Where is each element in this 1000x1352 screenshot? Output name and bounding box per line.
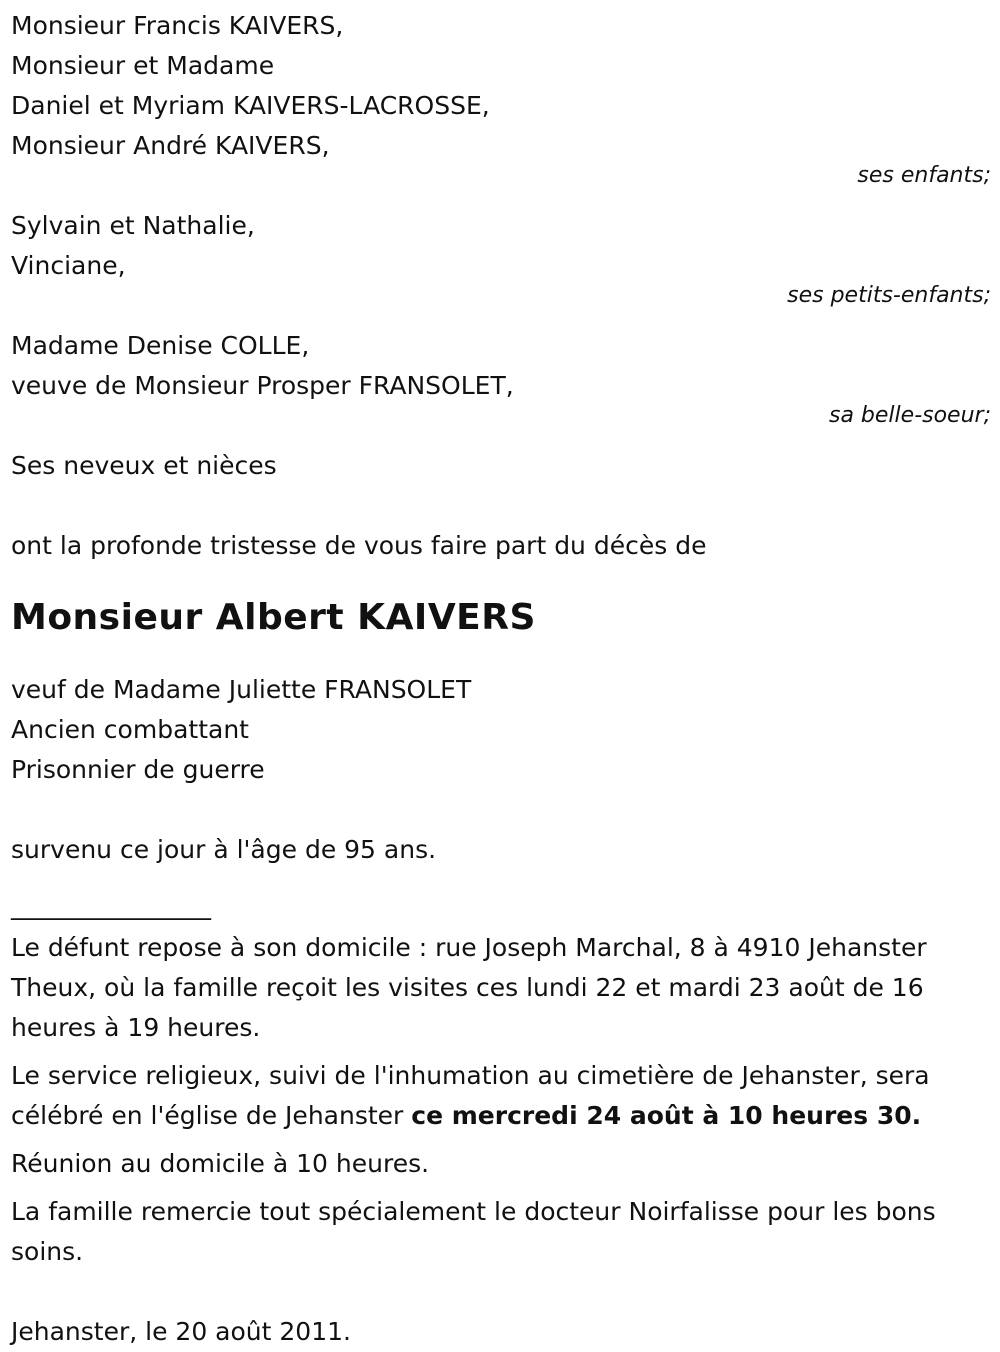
relation-label: ses enfants; [857,163,991,188]
deceased-details [11,670,991,790]
sister-in-law-group [11,326,991,428]
detail-line: Prisonnier de guerre [11,755,265,784]
family-line: Monsieur André KAIVERS, [11,131,330,160]
grandchildren-group [11,206,991,308]
family-line: Monsieur et Madame [11,51,275,80]
family-line: Monsieur Francis KAIVERS, [11,11,344,40]
children-group [11,6,991,188]
family-line: Madame Denise COLLE, [11,331,310,360]
service-paragraph [11,1056,996,1136]
obituary-notice [11,6,991,1352]
separator-line: ________________ [11,891,211,920]
place-date: Jehanster, le 20 août 2011. [11,1317,351,1346]
relation-label: ses petits-enfants; [787,283,991,308]
detail-line: Ancien combattant [11,715,249,744]
meeting-paragraph: Réunion au domicile à 10 heures. [11,1149,430,1178]
family-line: Vinciane, [11,251,126,280]
service-text: Le service religieux, suivi de l'inhumation au cimetière de Jehanster, sera célébré en l'église de Jehanster [11,1061,930,1130]
family-line: Daniel et Myriam KAIVERS-LACROSSE, [11,91,490,120]
visitation-paragraph: Le défunt repose à son domicile : rue Joseph Marchal, 8 à 4910 Jehanster Theux, où la famille reçoit les visites ces lundi 22 et mardi 23 août de 16 heures à 19 heures. [11,933,927,1042]
announcement-text: ont la profonde tristesse de vous faire part du décès de [11,531,707,560]
detail-line: veuf de Madame Juliette FRANSOLET [11,675,472,704]
thanks-paragraph: La famille remercie tout spécialement le docteur Noirfalisse pour les bons soins. [11,1197,936,1266]
family-line: veuve de Monsieur Prosper FRANSOLET, [11,371,514,400]
nephews-line: Ses neveux et nièces [11,451,277,480]
service-date: ce mercredi 24 août à 10 heures 30. [411,1101,922,1130]
deceased-name: Monsieur Albert KAIVERS [11,597,536,638]
family-line: Sylvain et Nathalie, [11,211,255,240]
relation-label: sa belle-soeur; [829,403,991,428]
age-line: survenu ce jour à l'âge de 95 ans. [11,835,437,864]
